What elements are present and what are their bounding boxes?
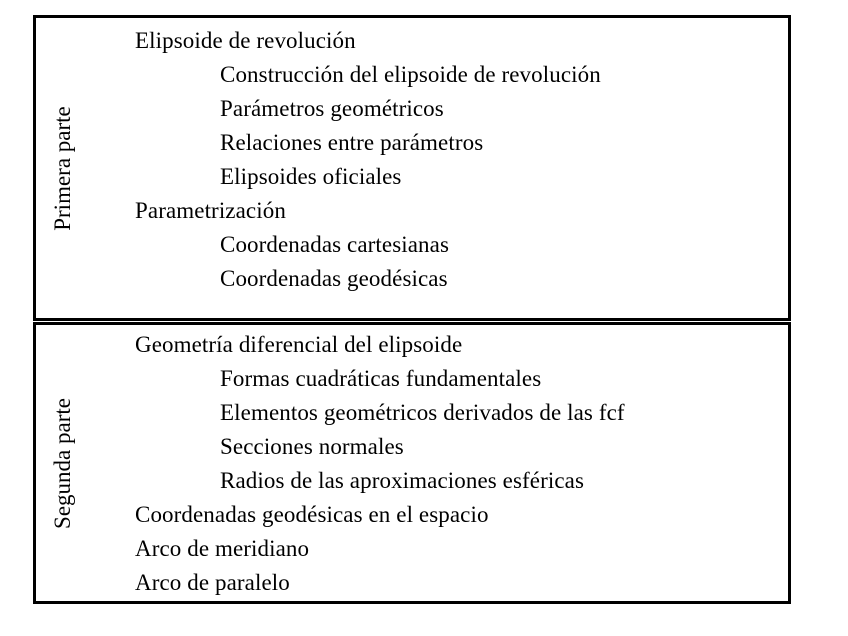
section-side-label-container	[44, 325, 80, 601]
outline-item-subheading: Coordenadas geodésicas	[220, 266, 448, 291]
outline-item-heading: Coordenadas geodésicas en el espacio	[135, 502, 489, 527]
outline-item-subheading: Parámetros geométricos	[220, 96, 444, 121]
outline-item-heading: Arco de meridiano	[135, 536, 310, 561]
outline-item-subheading: Construcción del elipsoide de revolución	[220, 62, 601, 87]
outline-item-heading: Elipsoide de revolución	[135, 28, 356, 53]
outline-item-subheading: Secciones normales	[220, 434, 404, 459]
section-primera-parte	[33, 15, 791, 321]
outline-item-heading: Arco de paralelo	[135, 570, 290, 595]
outline-item-heading: Geometría diferencial del elipsoide	[135, 332, 463, 357]
outline-item-subheading: Coordenadas cartesianas	[220, 232, 450, 257]
outline-item-subheading: Relaciones entre parámetros	[220, 130, 484, 155]
outline-item-subheading: Elipsoides oficiales	[220, 164, 402, 189]
section-side-label: Segunda parte	[49, 397, 75, 529]
outline-item-subheading: Formas cuadráticas fundamentales	[220, 366, 542, 391]
outline-item-heading: Parametrización	[135, 198, 286, 223]
section-side-label: Primera parte	[49, 105, 75, 231]
section-side-label-container	[44, 18, 80, 318]
outline-item-subheading: Elementos geométricos derivados de las fcf	[220, 400, 625, 425]
outline-item-subheading: Radios de las aproximaciones esféricas	[220, 468, 585, 493]
section-segunda-parte	[33, 322, 791, 604]
